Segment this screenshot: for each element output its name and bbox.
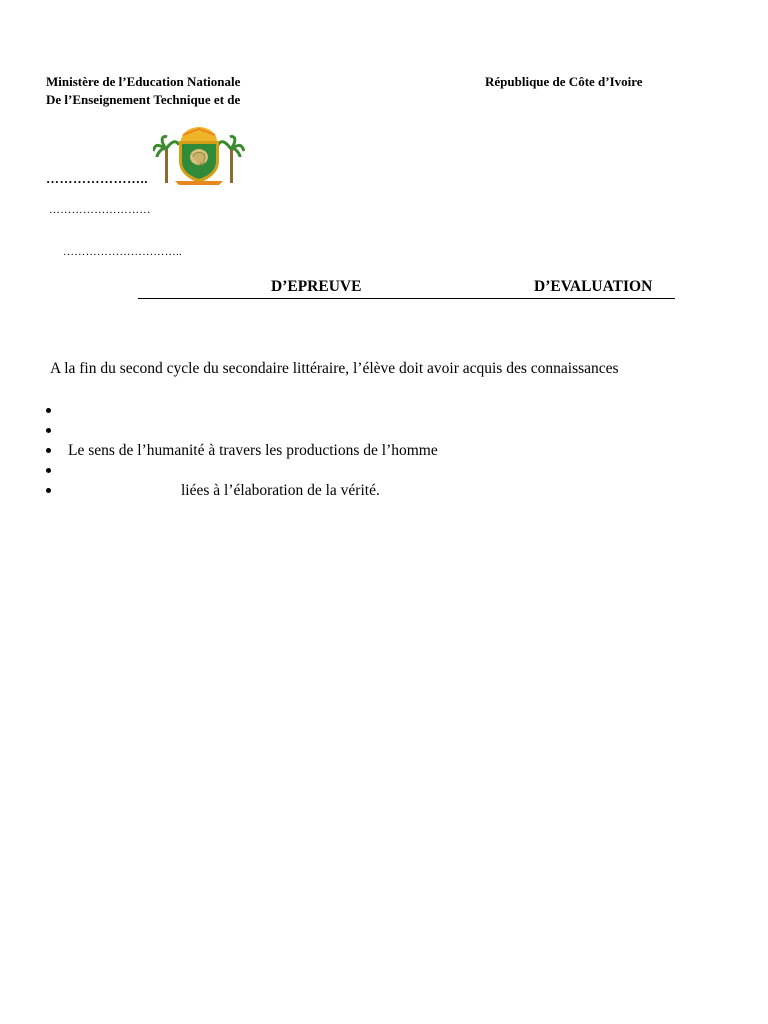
list-item xyxy=(44,401,644,421)
title-evaluation: D’EVALUATION xyxy=(534,278,653,295)
list-item xyxy=(44,421,644,441)
bullet-list xyxy=(44,401,644,501)
ministry-line-1: Ministère de l’Education Nationale xyxy=(46,74,241,89)
bullet-icon xyxy=(46,448,51,453)
document-title xyxy=(138,278,675,299)
bullet-humanite-text: Le sens de l’humanité à travers les productions de l’homme xyxy=(68,442,438,459)
placeholder-line-2: ……………………… xyxy=(49,204,151,216)
republic-heading: République de Côte d’Ivoire xyxy=(485,74,643,89)
title-epreuve: D’EPREUVE xyxy=(271,278,362,295)
bullet-verite-text: liées à l’élaboration de la vérité. xyxy=(181,482,380,499)
placeholder-line-1: ………………….. xyxy=(46,171,148,186)
bullet-icon xyxy=(46,408,51,413)
list-item xyxy=(44,461,644,481)
bullet-icon xyxy=(46,468,51,473)
palm-tree-right-icon xyxy=(218,137,244,184)
list-item xyxy=(44,481,644,501)
coat-of-arms-emblem xyxy=(153,127,245,187)
list-item xyxy=(44,441,644,461)
ministry-line-2: De l’Enseignement Technique et de xyxy=(46,92,241,107)
banner-icon xyxy=(175,181,223,185)
placeholder-line-3: ………………………….. xyxy=(63,246,183,258)
bullet-icon xyxy=(46,488,51,493)
intro-paragraph: A la fin du second cycle du secondaire littéraire, l’élève doit avoir acquis des connaissances xyxy=(50,360,619,377)
palm-tree-left-icon xyxy=(153,137,179,184)
bullet-icon xyxy=(46,428,51,433)
rising-sun-icon xyxy=(181,127,217,141)
shield-icon xyxy=(179,141,219,183)
